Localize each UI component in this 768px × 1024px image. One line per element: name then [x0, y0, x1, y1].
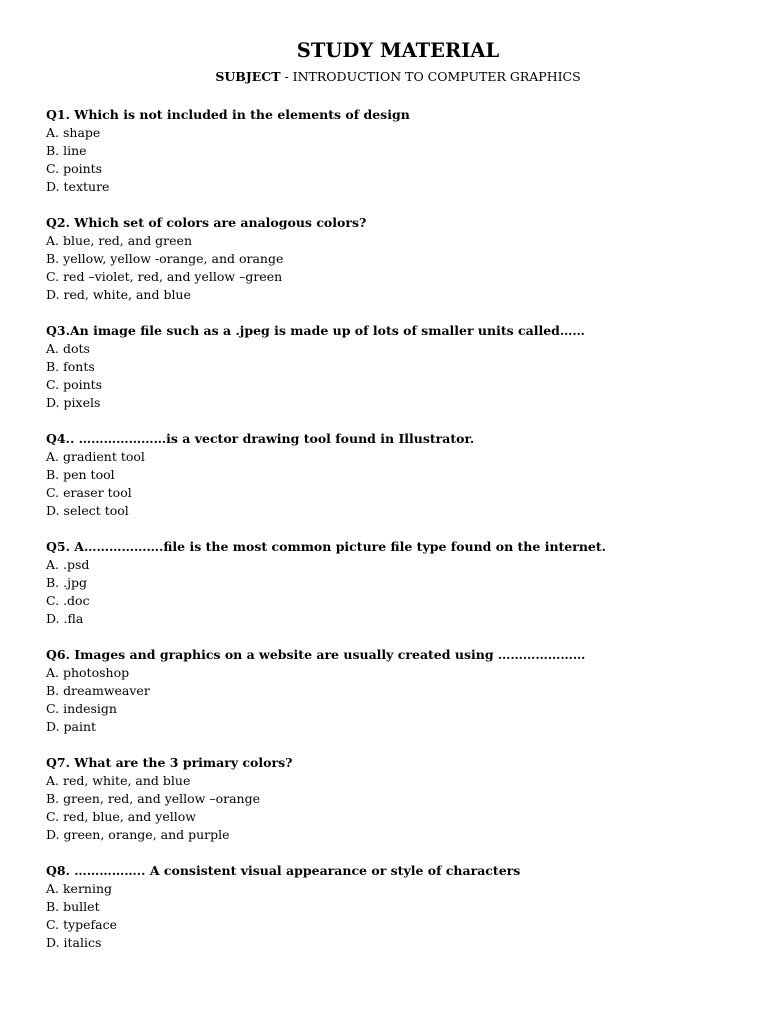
option-c: C. typeface [46, 917, 118, 932]
option-d: D. select tool [46, 503, 129, 518]
option-a: A. photoshop [46, 665, 130, 680]
option-a: A. kerning [46, 881, 113, 896]
question-text: Q5. A……………….file is the most common picture file type found on the internet. [46, 539, 607, 554]
option-b: B. bullet [46, 899, 100, 914]
question-text: Q3.An image file such as a .jpeg is made up of lots of smaller units called…… [46, 323, 585, 338]
question-text: Q7. What are the 3 primary colors? [46, 755, 293, 770]
option-a: A. shape [46, 125, 101, 140]
option-b: B. fonts [46, 359, 95, 374]
option-d: D. .fla [46, 611, 84, 626]
page-title: STUDY MATERIAL [296, 39, 500, 62]
option-c: C. red, blue, and yellow [46, 809, 196, 824]
option-b: B. green, red, and yellow –orange [46, 791, 261, 806]
option-b: B. dreamweaver [46, 683, 150, 698]
question-text: Q8. …………….. A consistent visual appearance or style of characters [46, 863, 521, 878]
option-d: D. paint [46, 719, 97, 734]
option-b: B. .jpg [46, 575, 87, 590]
option-d: D. italics [46, 935, 102, 950]
question-text: Q1. Which is not included in the elements of design [46, 107, 410, 122]
option-a: A. red, white, and blue [46, 773, 191, 788]
option-a: A. gradient tool [46, 449, 145, 464]
option-d: D. red, white, and blue [46, 287, 191, 302]
option-c: C. eraser tool [46, 485, 132, 500]
option-b: B. line [46, 143, 87, 158]
option-d: D. green, orange, and purple [46, 827, 230, 842]
option-c: C. indesign [46, 701, 117, 716]
question-text: Q4.. …………………is a vector drawing tool found in Illustrator. [46, 431, 475, 446]
option-c: C. .doc [46, 593, 90, 608]
question-block-4 [46, 430, 728, 520]
option-c: C. points [46, 161, 103, 176]
question-block-8 [46, 862, 728, 952]
option-a: A. dots [46, 341, 90, 356]
option-a: A. blue, red, and green [46, 233, 192, 248]
question-block-2 [46, 214, 728, 304]
subject-text: - INTRODUCTION TO COMPUTER GRAPHICS [280, 69, 581, 84]
option-c: C. points [46, 377, 103, 392]
option-b: B. yellow, yellow -orange, and orange [46, 251, 284, 266]
question-block-3 [46, 322, 728, 412]
option-b: B. pen tool [46, 467, 115, 482]
option-a: A. .psd [46, 557, 90, 572]
question-list [46, 106, 728, 952]
question-block-6 [46, 646, 728, 736]
subject-line [46, 68, 728, 86]
option-d: D. texture [46, 179, 110, 194]
question-text: Q2. Which set of colors are analogous colors? [46, 215, 367, 230]
subject-label: SUBJECT [215, 69, 281, 84]
option-c: C. red –violet, red, and yellow –green [46, 269, 283, 284]
option-d: D. pixels [46, 395, 101, 410]
question-block-5 [46, 538, 728, 628]
question-block-1 [46, 106, 728, 196]
question-block-7 [46, 754, 728, 844]
question-text: Q6. Images and graphics on a website are usually created using ………………… [46, 647, 586, 662]
